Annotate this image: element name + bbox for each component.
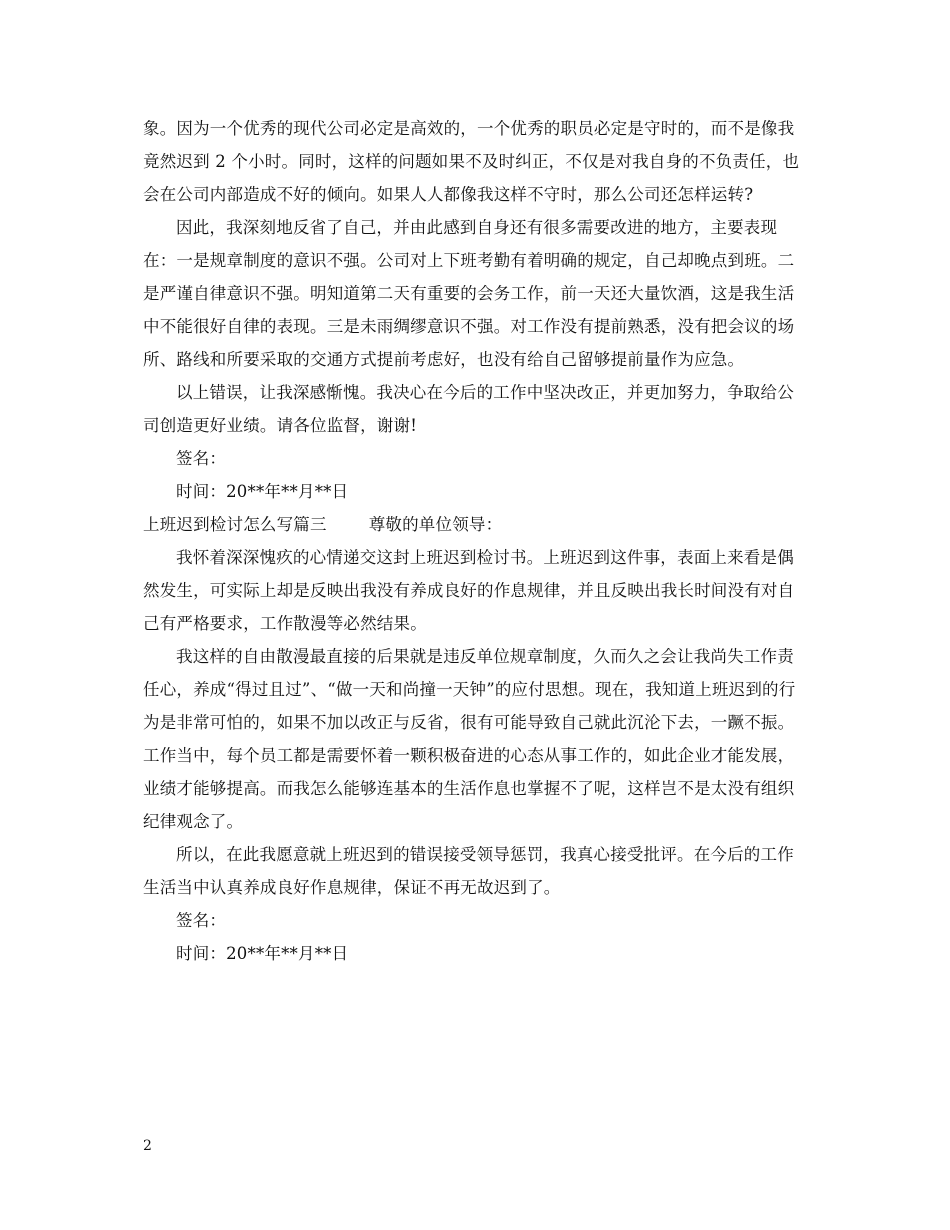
section-heading-line (143, 508, 810, 541)
date-line-2: 时间：20**年**月**日 (176, 944, 349, 963)
paragraph-continuation: 象。因为一个优秀的现代公司必定是高效的，一个优秀的职员必定是守时的，而不是像我竟然迟到 2 个小时。同时，这样的问题如果不及时纠正，不仅是对我自身的不负责任，也会在公司内部造成不好的倾向。如果人人都像我这样不守时，那么公司还怎样运转? (143, 119, 800, 204)
signature-line: 签名： (176, 449, 227, 468)
salutation: 尊敬的单位领导： (368, 515, 503, 534)
paragraph-apology: 我怀着深深愧疚的心情递交这封上班迟到检讨书。上班迟到这件事，表面上来看是偶然发生，可实际上却是反映出我没有养成良好的作息规律，并且反映出我长时间没有对自己有严格要求，工作散漫等必然结果。 (143, 548, 795, 633)
signature-line-2: 签名： (176, 911, 227, 930)
paragraph-commitment: 所以，在此我愿意就上班迟到的错误接受领导惩罚，我真心接受批评。在今后的工作生活当中认真养成良好作息规律，保证不再无故迟到了。 (143, 845, 794, 897)
page-number: 2 (143, 1138, 152, 1154)
document-body (143, 112, 810, 970)
paragraph-resolution: 以上错误，让我深感惭愧。我决心在今后的工作中坚决改正，并更加努力，争取给公司创造更好业绩。请各位监督，谢谢! (143, 383, 794, 435)
paragraph-consequences: 我这样的自由散漫最直接的后果就是违反单位规章制度，久而久之会让我尚失工作责任心，养成“得过且过”、“做一天和尚撞一天钟”的应付思想。现在，我知道上班迟到的行为是非常可怕的，如果不加以改正与反省，很有可能导致自己就此沉沦下去，一蹶不振。工作当中，每个员工都是需要怀着一颗积极奋进的心态从事工作的，如此企业才能发展，业绩才能够提高。而我怎么能够连基本的生活作息也掌握不了呢，这样岂不是太没有组织纪律观念了。 (143, 647, 796, 831)
section-title: 上班迟到检讨怎么写篇三 (143, 515, 327, 534)
date-line: 时间：20**年**月**日 (176, 482, 349, 501)
paragraph-reflection: 因此，我深刻地反省了自己，并由此感到自身还有很多需要改进的地方，主要表现在：一是规章制度的意识不强。公司对上下班考勤有着明确的规定，自己却晚点到班。二是严谨自律意识不强。明知道第二天有重要的会务工作，前一天还大量饮酒，这是我生活中不能很好自律的表现。三是未雨绸缪意识不强。对工作没有提前熟悉，没有把会议的场所、路线和所要采取的交通方式提前考虑好，也没有给自己留够提前量作为应急。 (143, 218, 795, 369)
